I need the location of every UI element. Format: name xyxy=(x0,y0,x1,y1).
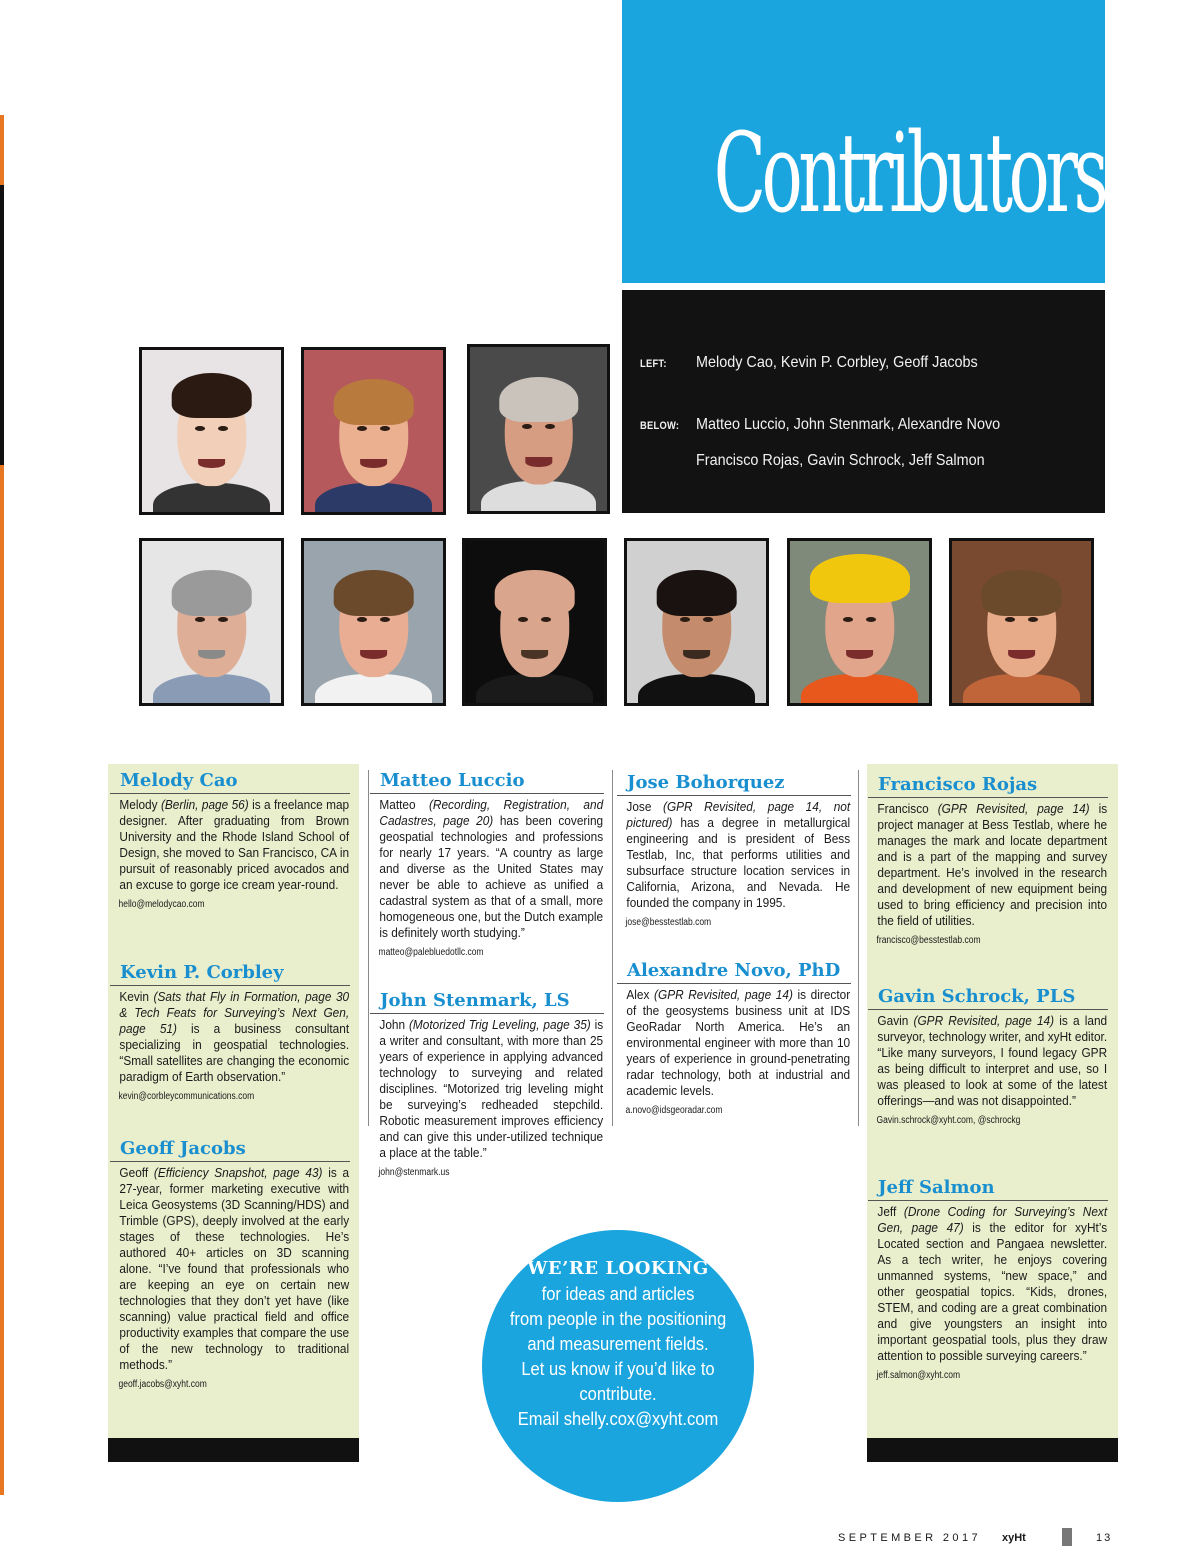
contributor-name: Jeff Salmon xyxy=(868,1177,1108,1201)
contributor-email: john@stenmark.us xyxy=(378,1167,450,1178)
contributor-melody-cao xyxy=(110,770,350,910)
contributor-email: Gavin.schrock@xyht.com, @schrockg xyxy=(876,1115,1021,1126)
contributor-bio: Geoff (Efficiency Snapshot, page 43) is a 27-year, former marketing executive with Leica Geosystems (3D Scanning/HDS) and Trimble (GPS), deeply involved at the early stages of these technologies. He’s authored 40+ articles on 3D scanning alone. “I’ve found that professionals who are keeping an eye on certain new technologies that they don’t yet have (like scanning) value practical field and office productivity examples that compare the use of the new technology to traditional methods.” xyxy=(119,1166,350,1372)
column-divider xyxy=(612,770,613,1126)
contributor-name: Gavin Schrock, PLS xyxy=(868,986,1108,1010)
contributor-bio: Kevin (Sats that Fly in Formation, page 30 & Tech Feats for Surveying’s Next Gen, page 51) is a business consultant specializing in geospatial technologies. “Small satellites are changing the economic paradigm of Earth observation.” xyxy=(119,990,350,1084)
column-divider xyxy=(858,770,859,1126)
page-number: 13 xyxy=(1096,1532,1113,1544)
contributor-email: francisco@besstestlab.com xyxy=(876,935,981,946)
photo-matteo-luccio xyxy=(139,538,284,706)
contributor-email: geoff.jacobs@xyht.com xyxy=(118,1379,207,1390)
photo-kevin-corbley xyxy=(301,347,446,515)
photo-gavin-schrock xyxy=(787,538,932,706)
contributor-bio: Matteo (Recording, Registration, and Cadastres, page 20) has been covering geospatial technologies and professions for nearly 17 years. “A country as large and diverse as the United States may never be able to achieve as unified a cadastral system as that of a small, more homogeneous one, but the Dutch example is definitely worth studying.” xyxy=(379,798,604,940)
magazine-brand: xyHt xyxy=(1002,1532,1026,1544)
photo-key-box xyxy=(622,290,1105,513)
contributor-bio: John (Motorized Trig Leveling, page 35) is a writer and consultant, with more than 25 years of experience in applying advanced technology to surveying and related disciplines. “Motorized trig leveling might be surveying’s redheaded stepchild. Robotic measurement improves efficiency and can give this under-utilized technique a place at the table.” xyxy=(379,1018,604,1160)
column-1-footbar xyxy=(108,1438,359,1462)
page-title: Contributors xyxy=(713,109,1105,237)
contributor-email: kevin@corbleycommunications.com xyxy=(118,1091,255,1102)
photo-melody-cao xyxy=(139,347,284,515)
callout-email-link[interactable]: Email shelly.cox@xyht.com xyxy=(517,1409,719,1429)
contributor-bio: Jeff (Drone Coding for Surveying’s Next Gen, page 47) is the editor for xyHt’s Located section and Pangaea newsletter. As a tech writer, he enjoys covering unmanned systems, “new space,” and other geospatial topics. “Kids, drones, STEM, and coding are a great combination and give youngsters an insight into important geospatial tools, plus they draw attention to possible surveying careers.” xyxy=(877,1205,1108,1363)
contributor-bio: Francisco (GPR Revisited, page 14) is project manager at Bess Testlab, where he manages the mark and locate department and is a part of the mapping and survey department. He’s involved in the research and development of new equipment being used to bring efficiency and precision into the field of utilities. xyxy=(877,802,1108,928)
key-label: BELOW: xyxy=(640,420,680,432)
contributor-gavin-schrock xyxy=(868,986,1108,1126)
key-names: Melody Cao, Kevin P. Corbley, Geoff Jacobs xyxy=(696,354,978,371)
photo-john-stenmark xyxy=(301,538,446,706)
photo-key-left xyxy=(640,354,1009,372)
contributor-name: Melody Cao xyxy=(110,770,350,794)
contributor-bio: Gavin (GPR Revisited, page 14) is a land surveyor, technology writer, and xyHt editor. “Like many surveyors, I found legacy GPR as being difficult to interpret and use, so I was pleased to look at some of the latest offerings—and was not disappointed.” xyxy=(877,1014,1108,1108)
contributor-kevin-corbley xyxy=(110,962,350,1102)
key-names: Francisco Rojas, Gavin Schrock, Jeff Salmon xyxy=(696,452,985,469)
column-4-footbar xyxy=(867,1438,1118,1462)
contributor-email: jose@besstestlab.com xyxy=(625,917,712,928)
contributor-bio: Alex (GPR Revisited, page 14) is director of the geosystems business unit at IDS GeoRadar North America. He’s an environmental engineer with more than 10 years of experience in ground-penetrating radar technology, both at industrial and academic levels. xyxy=(626,988,851,1098)
key-label: LEFT: xyxy=(640,358,667,370)
edge-accent xyxy=(0,465,4,1495)
contributor-email: a.novo@idsgeoradar.com xyxy=(625,1105,723,1116)
contributor-alexandre-novo xyxy=(617,960,851,1116)
contributor-name: Kevin P. Corbley xyxy=(110,962,350,986)
contributor-name: Francisco Rojas xyxy=(868,774,1108,798)
contributor-name: Matteo Luccio xyxy=(370,770,604,794)
contributor-jose-bohorquez xyxy=(617,772,851,928)
callout-message: for ideas and articles from people in the positioning and measurement fields. Let us know if you’d like to contribute. Email shelly.cox@xyht.com xyxy=(493,1282,743,1432)
photo-alexandre-novo xyxy=(462,538,607,706)
issue-date: SEPTEMBER 2017 xyxy=(838,1532,981,1544)
contributor-bio: Jose (GPR Revisited, page 14, not pictured) has a degree in metallurgical engineering and is president of Bess Testlab, Inc, that performs utilities and subsurface structure location services in California, Arizona, and Nevada. He founded the company in 1995. xyxy=(626,800,851,910)
contributor-francisco-rojas xyxy=(868,774,1108,946)
photo-key-below xyxy=(640,416,1034,434)
contributor-email: jeff.salmon@xyht.com xyxy=(876,1370,961,1381)
contributor-name: Geoff Jacobs xyxy=(110,1138,350,1162)
contributor-name: Alexandre Novo, PhD xyxy=(617,960,851,984)
contributor-john-stenmark xyxy=(370,990,604,1178)
contributor-email: hello@melodycao.com xyxy=(118,899,205,910)
photo-francisco-rojas xyxy=(624,538,769,706)
title-banner xyxy=(622,0,1105,283)
contributor-email: matteo@palebluedotllc.com xyxy=(378,947,484,958)
key-names: Matteo Luccio, John Stenmark, Alexandre Novo xyxy=(696,416,1001,433)
footer-marker xyxy=(1062,1528,1072,1546)
photo-key-below-2 xyxy=(640,452,1017,470)
submissions-callout xyxy=(482,1230,754,1502)
contributor-geoff-jacobs xyxy=(110,1138,350,1390)
edge-accent xyxy=(0,115,4,185)
callout-heading: WE’RE LOOKING xyxy=(527,1258,709,1279)
photo-geoff-jacobs xyxy=(467,344,610,514)
photo-jeff-salmon xyxy=(949,538,1094,706)
edge-accent xyxy=(0,185,4,465)
contributor-name: Jose Bohorquez xyxy=(617,772,851,796)
column-divider xyxy=(368,770,369,1126)
contributor-jeff-salmon xyxy=(868,1177,1108,1381)
contributor-name: John Stenmark, LS xyxy=(370,990,604,1014)
contributor-bio: Melody (Berlin, page 56) is a freelance map designer. After graduating from Brown University and the Rhode Island School of Design, she moved to San Francisco, CA in pursuit of reasonably priced avocados and an excuse to gorge ice cream year-round. xyxy=(119,798,350,892)
contributor-matteo-luccio xyxy=(370,770,604,958)
